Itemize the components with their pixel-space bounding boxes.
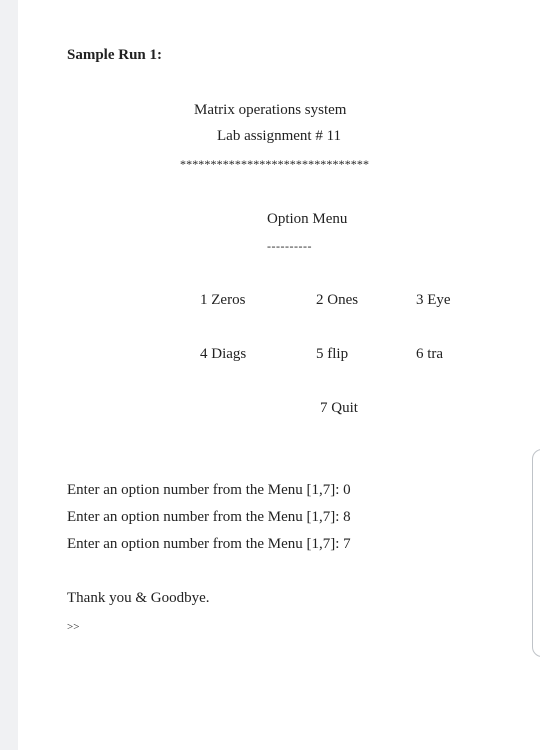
menu-option-5: 5 flip [316,346,349,362]
asterisk-separator: ******************************* [180,157,370,171]
document-page [18,0,540,750]
farewell-message: Thank you & Goodbye. [67,590,210,606]
side-panel-handle[interactable] [532,449,540,657]
program-subtitle: Lab assignment # 11 [217,128,342,144]
menu-option-1: 1 Zeros [200,292,246,308]
menu-option-3: 3 Eye [416,292,451,308]
menu-option-4: 4 Diags [200,346,247,362]
menu-option-2: 2 Ones [316,292,359,308]
menu-title: Option Menu [267,211,348,227]
program-title: Matrix operations system [194,102,347,118]
input-line-1: Enter an option number from the Menu [1,7]: 0 [67,482,351,498]
sample-run-heading: Sample Run 1: [67,47,163,63]
menu-title-underline: ---------- [267,239,312,253]
command-prompt: >> [67,621,80,633]
input-line-2: Enter an option number from the Menu [1,7]: 8 [67,509,351,525]
menu-option-7: 7 Quit [320,400,358,416]
menu-option-6: 6 tra [416,346,444,362]
input-line-3: Enter an option number from the Menu [1,7]: 7 [67,536,351,552]
